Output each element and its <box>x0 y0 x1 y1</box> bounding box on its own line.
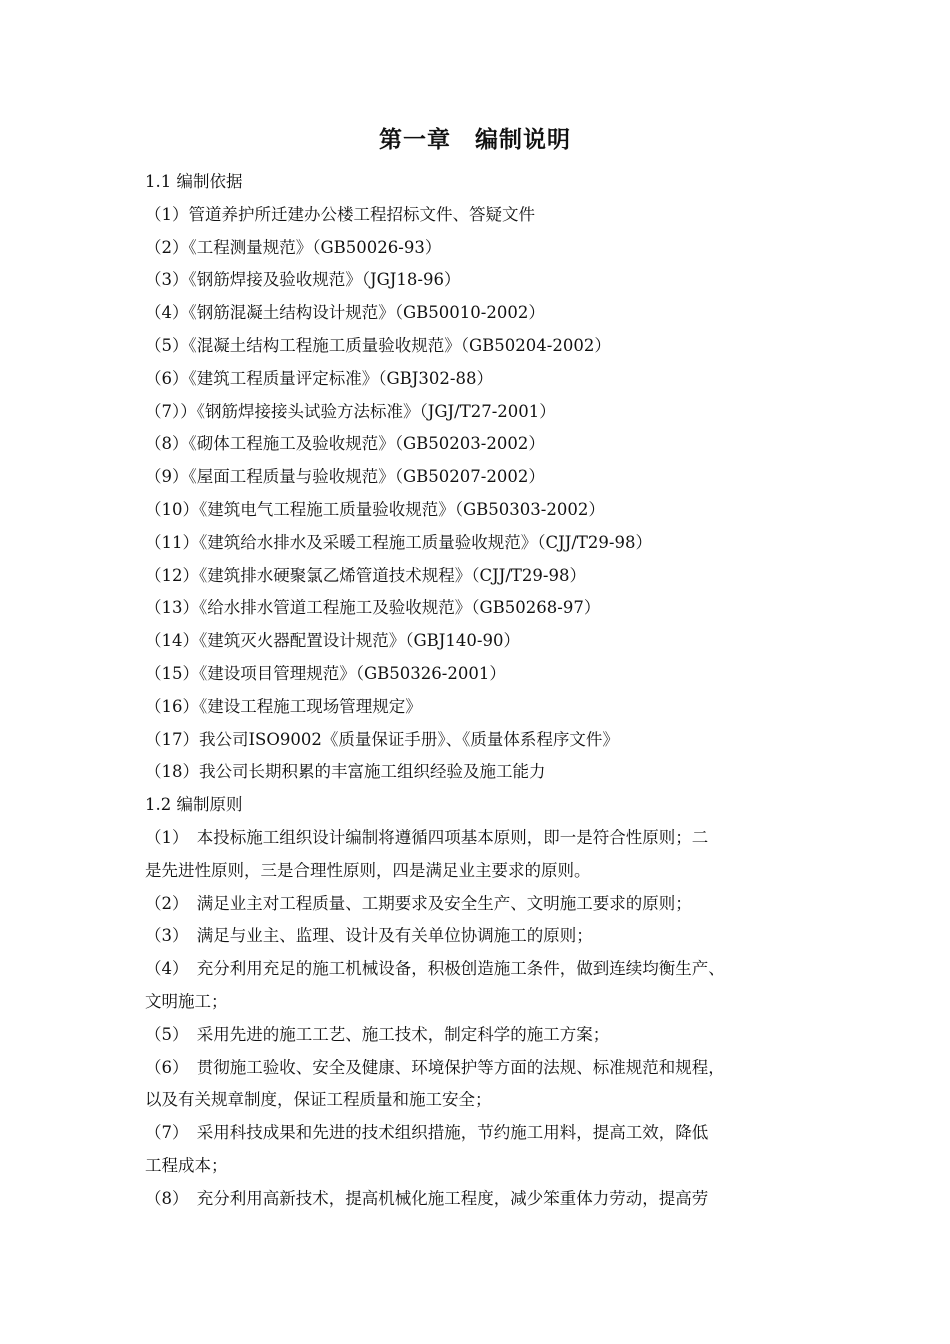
principle-line: （8） 充分利用高新技术，提高机械化施工程度，减少笨重体力劳动，提高劳 <box>145 1188 709 1208</box>
principle-line: 以及有关规章制度，保证工程质量和施工安全； <box>145 1090 492 1110</box>
reference-item: （16）《建设工程施工现场管理规定》 <box>145 696 422 716</box>
reference-item: （5）《混凝土结构工程施工质量验收规范》（GB50204-2002） <box>145 335 611 355</box>
principle-line: 文明施工； <box>145 991 228 1011</box>
principle-line: 是先进性原则，三是合理性原则，四是满足业主要求的原则。 <box>145 860 591 880</box>
reference-item: （2）《工程测量规范》（GB50026-93） <box>145 237 442 257</box>
principle-line: （1） 本投标施工组织设计编制将遵循四项基本原则，即一是符合性原则；二 <box>145 827 709 847</box>
principle-line: （7） 采用科技成果和先进的技术组织措施，节约施工用料，提高工效，降低 <box>145 1123 709 1143</box>
reference-item: （12）《建筑排水硬聚氯乙烯管道技术规程》（CJJ/T29-98） <box>145 565 586 585</box>
reference-item: （8）《砌体工程施工及验收规范》（GB50203-2002） <box>145 434 545 454</box>
principle-line: （2） 满足业主对工程质量、工期要求及安全生产、文明施工要求的原则； <box>145 893 692 913</box>
principle-line: （4） 充分利用充足的施工机械设备，积极创造施工条件，做到连续均衡生产、 <box>145 959 725 979</box>
reference-item: （9）《屋面工程质量与验收规范》（GB50207-2002） <box>145 467 545 487</box>
principle-line: 工程成本； <box>145 1155 228 1175</box>
reference-item: （6）《建筑工程质量评定标准》（GBJ302-88） <box>145 368 493 388</box>
reference-item: （17）我公司ISO9002《质量保证手册》、《质量体系程序文件》 <box>145 729 619 749</box>
principle-line: （6） 贯彻施工验收、安全及健康、环境保护等方面的法规、标准规范和规程， <box>145 1057 725 1077</box>
document-body <box>145 166 810 1216</box>
reference-item: （10）《建筑电气工程施工质量验收规范》（GB50303-2002） <box>145 499 605 519</box>
chapter-title: 第一章 编制说明 <box>379 126 571 153</box>
reference-item: （1）管道养护所迁建办公楼工程招标文件、答疑文件 <box>145 204 535 224</box>
reference-item: （11）《建筑给水排水及采暖工程施工质量验收规范》（CJJ/T29-98） <box>145 532 652 552</box>
principle-line: （5） 采用先进的施工工艺、施工技术，制定科学的施工方案； <box>145 1024 610 1044</box>
reference-item: （18）我公司长期积累的丰富施工组织经验及施工能力 <box>145 762 546 782</box>
reference-item: （4）《钢筋混凝土结构设计规范》（GB50010-2002） <box>145 303 545 323</box>
reference-item: （14）《建筑灭火器配置设计规范》（GBJ140-90） <box>145 631 520 651</box>
reference-item: （3）《钢筋焊接及验收规范》（JGJ18-96） <box>145 270 461 290</box>
reference-item: （7））《钢筋焊接接头试验方法标准》（JGJ/T27-2001） <box>145 401 556 421</box>
reference-item: （15）《建设项目管理规范》（GB50326-2001） <box>145 663 506 683</box>
reference-item: （13）《给水排水管道工程施工及验收规范》（GB50268-97） <box>145 598 601 618</box>
section-heading: 1.1 编制依据 <box>145 172 243 191</box>
section-heading: 1.2 编制原则 <box>145 795 243 815</box>
principle-line: （3） 满足与业主、监理、设计及有关单位协调施工的原则； <box>145 926 593 946</box>
